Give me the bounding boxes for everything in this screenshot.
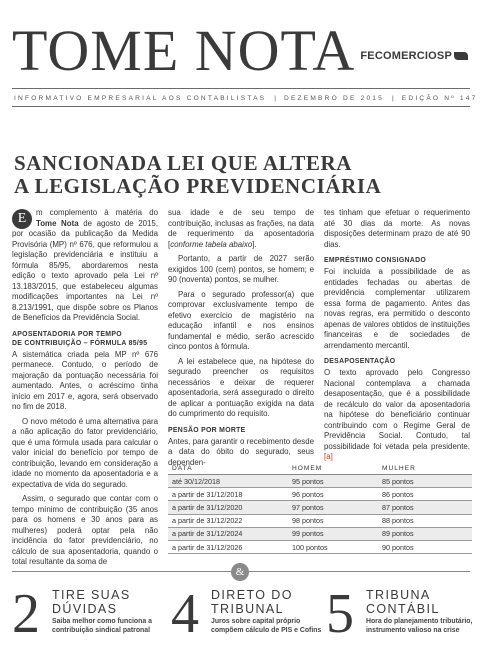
section-heading-pensao: PENSÃO POR MORTE [168,426,246,434]
paragraph: A sistemática criada pela MP nº 676 permanece. Contudo, o período de majoração da pontuação necessária foi aumentado. Antes, o acréscimo tinha início em 2017 e, agora, será observado no fim de 2018. [12,349,158,411]
teaser-tire-suas-duvidas[interactable] [12,584,162,654]
teaser-title [366,588,474,616]
teaser-page-number: 5 [326,583,354,645]
footnote-link[interactable]: [a] [324,452,333,461]
teaser-description: Hora do planejamento tributário, instrumento valioso na crise [366,618,473,634]
table-header-row [168,463,472,475]
paragraph-text: sua idade e de seu tempo de contribuição, inclusas as frações, na data de requerimento da aposentadoria [ [168,208,314,249]
table-cell: 100 pontos [288,540,378,553]
table-row [168,514,472,527]
table-cell: 90 pontos [378,540,472,553]
teaser-description: Juros sobre capital próprio compõem cálculo de PIS e Cofins [211,618,322,634]
section-heading-formula [12,330,158,348]
teaser-title-line: TIRE SUAS [52,588,131,602]
table-cell: 85 pontos [378,475,472,488]
article-column-1 [12,208,158,572]
table-cell: 95 pontos [288,475,378,488]
table-cell: 88 pontos [378,514,472,527]
section-heading-emprestimo: EMPRÉSTIMO CONSIGNADO [324,257,427,264]
table-cell: a partir de 31/12/2022 [168,514,288,527]
intro-publication-name: Tome Nota [36,218,79,228]
newsletter-title: TOME NOTA [12,18,356,83]
separator: | [274,94,276,102]
teaser-title-line: TRIBUNAL [211,602,285,616]
brand-mark-icon [454,52,468,60]
points-table-grid [168,463,472,554]
table-cell: 98 pontos [288,514,378,527]
table-cell: a partir de 31/12/2026 [168,540,288,553]
intro-text: de agosto de 2015, por ocasião da publicação da Medida Provisória (MP) nº 676, que reformulou a legislação previdenciária e instituiu a fórmula 85/95, abordaremos nesta edição o texto aprovado pela Lei nº 13.183/2015, que estabeleceu algumas modificações importantes na Lei nº 8.213/1991, que dispõe sobre os Planos de Benefícios da Previdência Social. [12,218,159,322]
table-row [168,475,472,488]
table-cell: 89 pontos [378,527,472,540]
intro-text: m complemento à matéria do [36,208,158,217]
teaser-tribuna-contabil[interactable] [326,584,476,654]
masthead-rule-bottom [12,106,470,107]
teaser-description: Saiba melhor como funciona a contribuição sindical patronal [52,618,152,634]
brand-suffix: SP [436,50,452,62]
paragraph: O novo método é uma alternativa para a não aplicação do fator previdenciário, que é uma fórmula usada para calcular o valor inicial do benefício por tempo de contribuição, levando em consideração a idade no momento da aposentadoria e a expectativa de vida do segurado. [12,416,158,489]
table-cell: a partir de 31/12/2018 [168,488,288,501]
teaser-title-line: DIRETO DO [211,588,293,602]
heading-line: APOSENTADORIA POR TEMPO [12,330,122,338]
teaser-direto-do-tribunal[interactable] [171,584,321,654]
paragraph: Foi incluída a possibilidade de as entidades fechadas ou abertas de previdência complementar utilizarem essa forma de pagamento. Antes das novas regras, era permitido o desconto apenas de valores obtidos de instituições financeiras e de sociedades de arrendamento mercantil. [324,267,470,350]
column-header-men: HOMEM [288,463,378,475]
table-cell: 99 pontos [288,527,378,540]
teaser-title-line: TRIBUNA [366,588,431,602]
table-row [168,540,472,553]
paragraph-text: ]. [252,239,257,249]
teaser-title [52,588,160,616]
paragraph: Para o segurado professor(a) que comprovar exclusivamente tempo de efetivo exercício de magistério na educação infantil e nos ensinos fundamental e médio, serão acrescido cinco pontos à fórmula. [168,289,314,351]
table-row [168,488,472,501]
separator: | [392,94,394,102]
masthead-subtitle: INFORMATIVO EMPRESARIAL AOS CONTABILISTAS [14,94,267,102]
brand-name: FECOMERCIO [360,50,437,62]
column-header-date: DATA [168,463,288,475]
paragraph: Portanto, a partir de 2027 serão exigidos 100 (cem) pontos, se homem; e 90 (noventa) pontos, se mulher. [168,254,314,284]
paragraph: tes tinham que efetuar o requerimento até 30 dias da morte. As novas disposições determinam prazo de até 90 dias. [324,208,470,249]
paragraph: A lei estabelece que, na hipótese do segurado preencher os requisitos necessários e deixar de requerer aposentadoria, será assegurado o direito de aplicar a pontuação exigida na data do cumprimento do requisito. [168,356,314,418]
teaser-page-number: 4 [171,583,199,645]
headline-line-1: SANCIONADA LEI QUE ALTERA [14,151,353,175]
table-cell: 96 pontos [288,488,378,501]
teaser-title-line: DÚVIDAS [52,602,118,616]
table-cell: até 30/12/2018 [168,475,288,488]
section-heading-desaposentacao: DESAPOSENTAÇÃO [324,358,396,365]
paragraph [168,208,314,250]
paragraph-text: O texto aprovado pelo Congresso Nacional contemplava a chamada desaposentação, que é a possibilidade de recálculo do valor da aposentadoria na hipótese do beneficiário continuar contribuindo com o Regime Geral de Previdência Social. Contudo, tal possibilidade foi vetada pela presidente. [324,368,470,451]
teaser-title-line: CONTÁBIL [366,602,440,616]
table-cell: a partir de 31/12/2024 [168,527,288,540]
brand-logo [360,50,468,62]
table-cell: 97 pontos [288,501,378,514]
headline-line-2: A LEGISLAÇÃO PREVIDENCIÁRIA [14,174,382,198]
teaser-page-number: 2 [12,583,40,645]
paragraph: Assim, o segurado que contar com o tempo mínimo de contribuição (35 anos para os homens e 30 anos para as mulheres) poderá optar pela não incidência do fator previdenciário, no cálculo de sua aposentadoria, quando o total resultante da soma de [12,494,158,566]
column-header-women: MULHER [378,463,472,475]
ampersand-icon: & [231,563,249,581]
heading-line: DE CONTRIBUIÇÃO – FÓRMULA 85/95 [12,339,148,347]
dropcap: E [12,209,32,229]
masthead-rule-top [12,88,470,89]
teaser-title [211,588,319,616]
intro-paragraph [12,208,158,324]
table-row [168,501,472,514]
article-headline [14,152,434,198]
issue-date: DEZEMBRO DE 2015 [283,94,385,102]
table-cell: 87 pontos [378,501,472,514]
table-reference: conforme tabela abaixo [170,239,253,249]
masthead [0,0,482,118]
edition-number: EDIÇÃO Nº 147 [401,94,478,102]
table-row [168,527,472,540]
masthead-subtitle-row [14,92,478,104]
paragraph: Antes, para garantir o recebimento desde a data do óbito do segurado, seus dependen- [168,436,314,467]
table-cell: 86 pontos [378,488,472,501]
table-cell: a partir de 31/12/2020 [168,501,288,514]
points-table [168,463,472,554]
paragraph [324,368,470,463]
